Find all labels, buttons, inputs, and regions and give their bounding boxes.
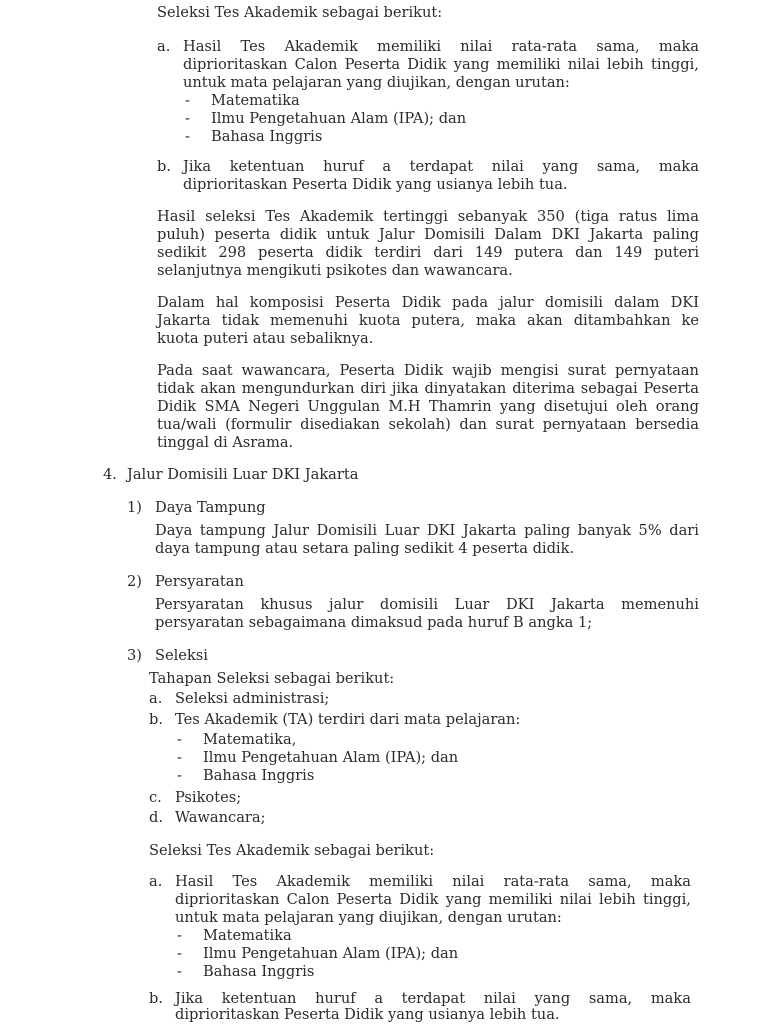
word: lebih [607,56,644,73]
word: Jalur [273,522,309,539]
text-line: selanjutnya mengikuti psikotes dan wawancara. [157,262,513,279]
word: Didik [401,294,441,311]
subsection-title: Persyaratan [155,573,244,590]
word: terdapat [401,990,466,1007]
word: mengisi [500,362,559,379]
word: DKI [505,596,535,613]
bullet-dash: - [177,767,182,784]
word: Jakarta [589,226,644,243]
word: nilai [452,873,485,890]
word: M.H [388,398,421,415]
word: maka [475,312,517,329]
word: SMA [204,398,240,415]
subsection-number: 2) [127,573,142,590]
word: jalur [499,294,534,311]
justified-line [183,158,699,175]
word: memiliki [377,38,441,55]
word: dan [575,244,603,261]
word: Luar [384,522,420,539]
word: Luar [454,596,490,613]
justified-line [157,294,699,311]
word: a [374,990,384,1007]
word: ratus [618,208,658,225]
word: Akademik [299,208,374,225]
list-marker: a. [149,873,163,890]
justified-line [155,522,699,539]
subsection-number: 1) [127,499,142,516]
word: jika [391,380,419,397]
word: didik [325,244,363,261]
word: tidak [221,312,260,329]
word: Akademik [284,38,358,55]
word: Domisili [316,522,378,539]
word: Tes [265,208,291,225]
text-line: diprioritaskan Peserta Didik yang usianya lebih tua. [175,1006,560,1023]
word: nilai [460,38,493,55]
word: tidak [157,380,195,397]
bullet-dash: - [177,927,182,944]
list-marker: b. [149,711,163,728]
word: Persyaratan [155,596,244,613]
word: nilai [567,56,600,73]
word: tinggi, [650,56,699,73]
justified-line [155,596,699,613]
justified-line [183,56,699,73]
word: dan [459,416,487,433]
word: ketentuan [221,990,297,1007]
word: diterima [512,380,575,397]
word: rata-rata [511,38,578,55]
word: lebih [599,891,636,908]
list-marker: a. [157,38,171,55]
word: mengundurkan [241,380,355,397]
text-line: tinggal di Asrama. [157,434,294,451]
text-line: daya tampung atau setara paling sedikit 4 peserta didik. [155,540,575,557]
word: Peserta [336,891,393,908]
word: sekolah) [388,416,451,433]
word: dinyatakan [424,380,507,397]
word: sebanyak [457,208,528,225]
word: tampung [199,522,266,539]
bullet-dash: - [177,749,182,766]
word: Peserta [334,294,391,311]
text-line: kuota puteri atau sebaliknya. [157,330,374,347]
word: tua/wali [157,416,217,433]
word: surat [567,362,607,379]
word: wajib [451,362,492,379]
justified-line [175,873,691,890]
word: surat [495,416,534,433]
word: Jika [175,990,204,1007]
word: 350 [536,208,565,225]
word: Peserta [643,380,699,397]
word: puluh) [157,226,205,243]
text-line: untuk mata pelajaran yang diujikan, dengan urutan: [175,909,562,926]
word: sama, [588,990,633,1007]
word: 149 [474,244,503,261]
word: maka [658,38,699,55]
word: (tiga [574,208,609,225]
list-item: Bahasa Inggris [203,767,315,784]
word: dari [669,522,699,539]
word: Thamrin [428,398,492,415]
list-item: Wawancara; [175,809,266,826]
justified-line [157,398,699,415]
word: Tes [232,873,258,890]
word: 5% [638,522,662,539]
word: Hasil [157,208,196,225]
word: 149 [614,244,643,261]
word: Daya [155,522,193,539]
word: Domisili [424,226,485,243]
word: Tes [240,38,266,55]
word: Jalur [378,226,415,243]
subsection-title: Seleksi [155,647,208,664]
word: a [382,158,392,175]
word: paling [524,522,571,539]
list-item: Psikotes; [175,789,242,806]
word: Unggulan [307,398,381,415]
word: saat [201,362,233,379]
word: putera [514,244,564,261]
word: memiliki [496,56,561,73]
word: Jakarta [462,522,517,539]
subsection-number: 3) [127,647,142,664]
word: Hasil [175,873,214,890]
word: untuk [326,226,370,243]
word: DKI [551,226,580,243]
word: paling [652,226,699,243]
word: sebagai [580,380,638,397]
word: didik [279,226,317,243]
word: sama, [596,38,640,55]
word: disetujui [543,398,608,415]
word: diprioritaskan [183,56,288,73]
word: yang [453,56,490,73]
bullet-dash: - [177,963,182,980]
text-line: persyaratan sebagaimana dimaksud pada huruf B angka 1; [155,614,593,631]
word: Dalam [494,226,542,243]
list-item: Bahasa Inggris [203,963,315,980]
word: Didik [407,56,447,73]
word: akan [527,312,563,329]
word: wawancara, [241,362,331,379]
word: sama, [588,873,632,890]
bullet-dash: - [185,128,190,145]
word: ketentuan [229,158,305,175]
list-item: Bahasa Inggris [211,128,323,145]
word: yang [499,398,536,415]
seleksi-tahapan-intro: Tahapan Seleksi sebagai berikut: [149,670,395,687]
word: diprioritaskan [175,891,280,908]
list-item: Matematika [203,927,292,944]
bullet-dash: - [185,110,190,127]
justified-line [183,38,699,55]
word: Calon [294,56,338,73]
word: pernyataan [542,416,627,433]
word: DKI [426,522,456,539]
word: kuota [358,312,401,329]
word: Peserta [344,56,401,73]
word: peserta [258,244,314,261]
word: Negeri [248,398,300,415]
word: pada [452,294,489,311]
word: oleh [616,398,648,415]
list-item: Ilmu Pengetahuan Alam (IPA); dan [203,945,459,962]
list-item: Seleksi administrasi; [175,690,330,707]
word: Calon [286,891,330,908]
seleksi-intro: Seleksi Tes Akademik sebagai berikut: [149,842,435,859]
bullet-dash: - [177,945,182,962]
word: maka [650,990,691,1007]
word: memiliki [369,873,433,890]
word: maka [650,873,691,890]
word: ke [681,312,699,329]
word: nilai [483,990,516,1007]
word: dari [433,244,463,261]
word: lima [667,208,699,225]
word: Hasil [183,38,222,55]
word: orang [655,398,699,415]
word: komposisi [249,294,324,311]
seleksi-intro: Seleksi Tes Akademik sebagai berikut: [157,4,443,21]
word: sama, [596,158,641,175]
bullet-dash: - [185,92,190,109]
word: bersedia [635,416,699,433]
word: pernyataan [614,362,699,379]
word: ditambahkan [573,312,671,329]
word: Didik [399,891,439,908]
word: jalur [329,596,364,613]
text-line: untuk mata pelajaran yang diujikan, dengan urutan: [183,74,570,91]
word: diri [360,380,386,397]
word: Dalam [157,294,205,311]
list-marker: b. [157,158,171,175]
word: memenuhi [270,312,348,329]
justified-line [175,990,691,1007]
justified-line [157,362,699,379]
list-item: Matematika [211,92,300,109]
word: dalam [614,294,660,311]
word: (formulir [225,416,292,433]
bullet-dash: - [177,731,182,748]
list-marker: a. [149,690,163,707]
word: yang [542,158,579,175]
word: Akademik [276,873,350,890]
word: Peserta [339,362,395,379]
justified-line [157,416,699,433]
word: Pada [157,362,193,379]
word: nilai [559,891,592,908]
word: yang [534,990,571,1007]
word: Didik [157,398,197,415]
word: peserta [214,226,271,243]
word: putera, [411,312,465,329]
word: huruf [323,158,364,175]
word: sedikit [157,244,207,261]
word: tinggi, [642,891,691,908]
word: DKI [670,294,699,311]
list-item: Ilmu Pengetahuan Alam (IPA); dan [203,749,459,766]
word: disediakan [300,416,380,433]
list-marker: b. [149,990,163,1007]
word: domisili [544,294,603,311]
word: memenuhi [621,596,699,613]
word: rata-rata [503,873,570,890]
justified-line [157,312,699,329]
word: banyak [577,522,631,539]
word: memiliki [488,891,553,908]
word: maka [658,158,699,175]
list-item: Ilmu Pengetahuan Alam (IPA); dan [211,110,467,127]
justified-line [157,380,699,397]
word: yang [445,891,482,908]
word: nilai [491,158,524,175]
word: Jakarta [550,596,605,613]
justified-line [157,208,699,225]
list-item: Tes Akademik (TA) terdiri dari mata pelajaran: [175,711,521,728]
justified-line [175,891,691,908]
list-item: Matematika, [203,731,297,748]
section-title: Jalur Domisili Luar DKI Jakarta [127,466,359,483]
section-number: 4. [103,466,117,483]
word: terdiri [374,244,422,261]
word: Didik [403,362,444,379]
word: seleksi [205,208,256,225]
word: akan [200,380,236,397]
word: huruf [315,990,356,1007]
word: Jika [183,158,212,175]
list-marker: c. [149,789,162,806]
word: puteri [654,244,699,261]
text-line: diprioritaskan Peserta Didik yang usianya lebih tua. [183,176,568,193]
word: Jakarta [157,312,211,329]
justified-line [157,244,699,261]
subsection-title: Daya Tampung [155,499,266,516]
word: khusus [260,596,313,613]
word: tertinggi [383,208,448,225]
list-marker: d. [149,809,163,826]
word: domisili [379,596,439,613]
justified-line [157,226,699,243]
word: hal [215,294,239,311]
word: 298 [218,244,247,261]
word: terdapat [409,158,474,175]
